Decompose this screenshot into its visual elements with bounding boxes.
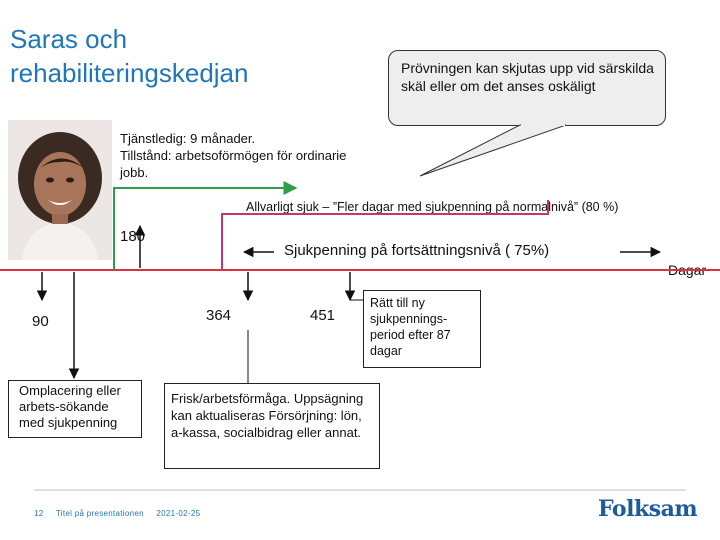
fit-for-work-box: Frisk/arbetsförmåga. Uppsägning kan aktualiseras Försörjning: lön, a-kassa, socialbidrag eller annat. <box>164 383 380 469</box>
reassignment-box: Omplacering eller arbets-sökande med sjukpenning <box>8 380 142 438</box>
footer-page-number: 12 <box>34 509 44 518</box>
day-180-label: 180 <box>120 228 146 245</box>
stage-severe-label: Allvarligt sjuk – ”Fler dagar med sjukpenning på normalnivå” (80 %) <box>246 200 619 214</box>
callout-note: Prövningen kan skjutas upp vid särskilda skäl eller om det anses oskäligt <box>388 50 666 126</box>
callout-pointer <box>420 125 566 176</box>
day-364-label: 364 <box>206 307 232 324</box>
day-451-label: 451 <box>310 307 336 324</box>
footer <box>34 509 210 518</box>
magenta-bracket <box>222 200 548 270</box>
status-line-3: jobb. <box>120 165 149 180</box>
stage-continuation-label: Sjukpenning på fortsättningsnivå ( 75%) <box>284 242 550 259</box>
folksam-logo: Folksam <box>598 496 698 522</box>
footer-title: Titel på presentationen <box>55 509 144 518</box>
status-line-2: Tillstånd: arbetsoförmögen för ordinarie <box>120 148 347 163</box>
footer-date: 2021-02-25 <box>156 509 201 518</box>
new-period-box: Rätt till ny sjukpennings-period efter 87 dagar <box>363 290 481 368</box>
axis-label: Dagar <box>668 262 707 278</box>
green-bracket <box>114 188 296 270</box>
title-line-2: rehabiliteringskedjan <box>10 58 249 88</box>
day-90-label: 90 <box>32 313 49 330</box>
status-line-1: Tjänstledig: 9 månader. <box>120 131 256 146</box>
title-line-1: Saras och <box>10 24 128 54</box>
